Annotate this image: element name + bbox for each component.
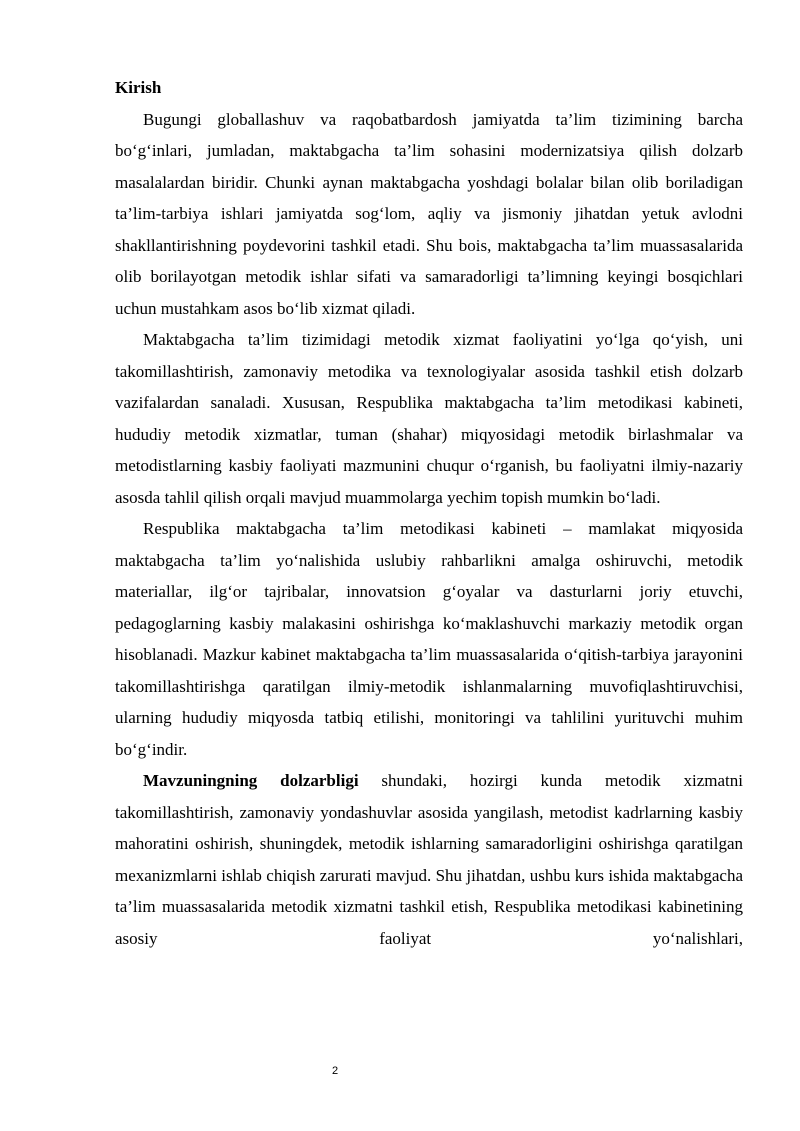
page-number: 2 xyxy=(331,1065,339,1077)
paragraph-relevance xyxy=(115,765,743,954)
section-heading: Kirish xyxy=(115,78,162,97)
paragraph-methodical-service: Maktabgacha ta’lim tizimidagi metodik xizmat faoliyatini yo‘lga qo‘yish, uni takomillashtirish, zamonaviy metodika va texnologiyalar asosida tashkil etish dolzarb vazifalardan sanaladi. Xususan, Respublika maktabgacha ta’lim metodikasi kabineti, hududiy metodik xizmatlar, tuman (shahar) miqyosidagi metodik birlashmalar va metodistlarning kasbiy faoliyati mazmunini chuqur o‘rganish, bu faoliyatni ilmiy-nazariy asosda tahlil qilish orqali mavjud muammolarga yechim topish mumkin bo‘ladi. xyxy=(115,330,743,507)
paragraph-republic-cabinet: Respublika maktabgacha ta’lim metodikasi kabineti – mamlakat miqyosida maktabgacha ta’lim yo‘nalishida uslubiy rahbarlikni amalga oshiruvchi, metodik materiallar, ilg‘or tajribalar, innovatsion g‘oyalar va dasturlarni joriy etuvchi, pedagoglarning kasbiy malakasini oshirishga ko‘maklashuvchi markaziy metodik organ hisoblanadi. Mazkur kabinet maktabgacha ta’lim muassasalarida o‘qitish-tarbiya jarayonini takomillashtirishga qaratilgan ilmiy-metodik ishlanmalarning muvofiqlashtiruvchisi, ularning hududiy miqyosda tatbiq etilishi, monitoringi va tahlilini yurituvchi muhim bo‘g‘indir. xyxy=(115,519,743,759)
relevance-text: shundaki, hozirgi kunda metodik xizmatni takomillashtirish, zamonaviy yondashuvlar asosida yangilash, metodist kadrlarning kasbiy mahoratini oshirish, shuningdek, metodik ishlarning samaradorligini oshirishga qaratilgan mexanizmlarni ishlab chiqish zarurati mavjud. Shu jihatdan, ushbu kurs ishida maktabgacha ta’lim muassasalarida metodik xizmatni tashkil etish, Respublika metodikasi kabinetining asosiy faoliyat yo‘nalishlari, xyxy=(115,771,743,948)
relevance-bold-lead: Mavzuningning dolzarbligi xyxy=(143,771,359,790)
paragraph-intro: Bugungi globallashuv va raqobatbardosh jamiyatda ta’lim tizimining barcha bo‘g‘inlari, jumladan, maktabgacha ta’lim sohasini modernizatsiya qilish dolzarb masalalardan biridir. Chunki aynan maktabgacha yoshdagi bolalar bilan olib boriladigan ta’lim-tarbiya ishlari jamiyatda sog‘lom, aqliy va jismoniy jihatdan yetuk avlodni shakllantirishning poydevorini tashkil etadi. Shu bois, maktabgacha ta’lim muassasalarida olib borilayotgan metodik ishlar sifati va samaradorligi ta’limning keyingi bosqichlari uchun mustahkam asos bo‘lib xizmat qiladi. xyxy=(115,109,743,318)
document-page xyxy=(115,72,743,954)
